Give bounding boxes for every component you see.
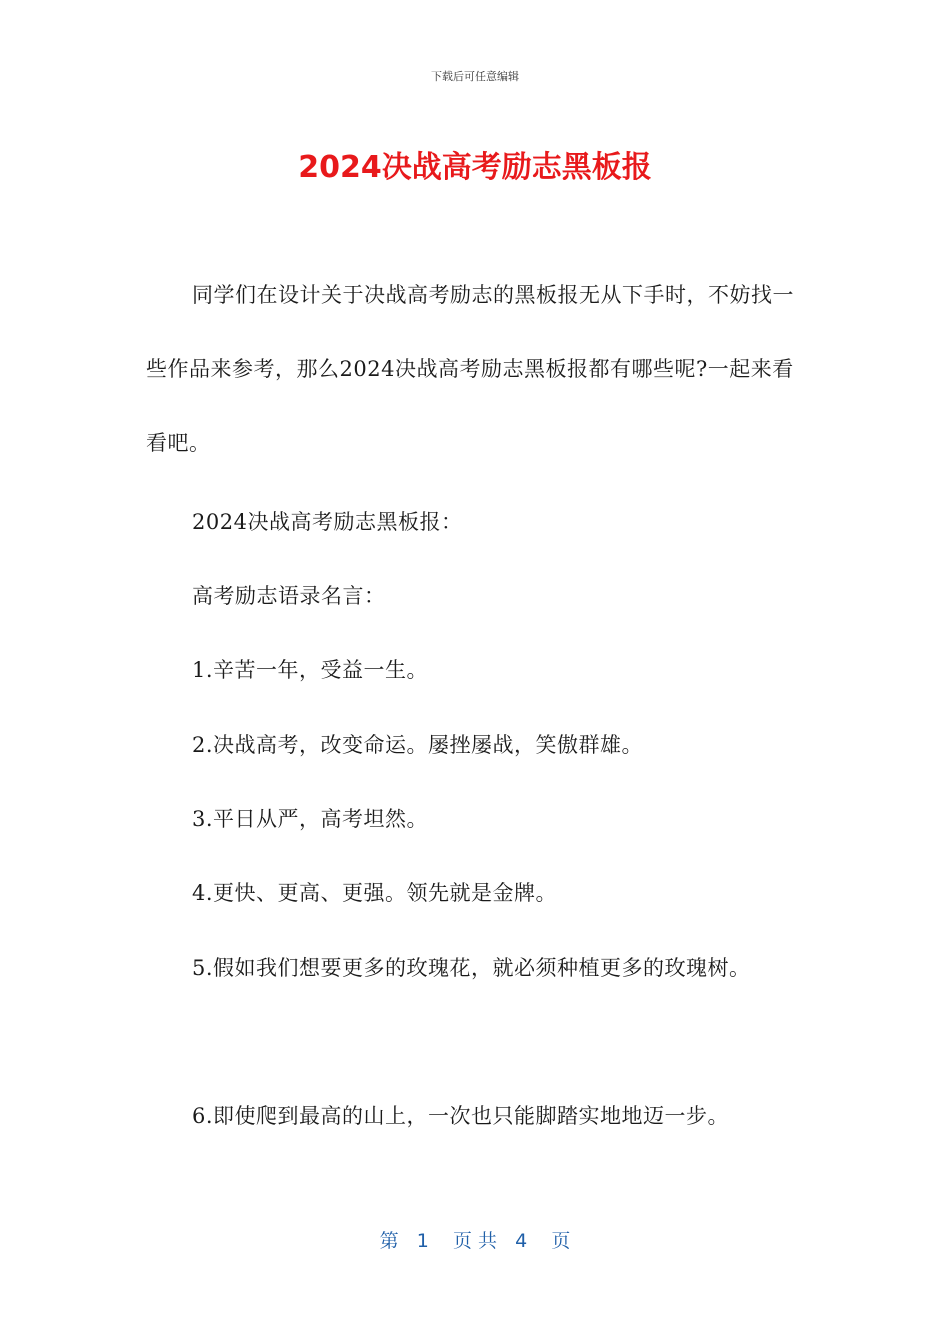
quote-item: 5.假如我们想要更多的玫瑰花，就必须种植更多的玫瑰树。 [192,956,751,980]
intro-paragraph: 同学们在设计关于决战高考励志的黑板报无从下手时，不妨找一些作品来参考，那么2024决战高考励志黑板报都有哪些呢?一起来看看吧。 [146,283,794,455]
section-heading: 2024决战高考励志黑板报： [192,510,463,534]
quote-item: 6.即使爬到最高的山上，一次也只能脚踏实地地迈一步。 [192,1104,730,1128]
header-note: 下载后可任意编辑 [431,70,519,83]
page-footer: 第 1 页 共 4 页 [379,1230,571,1252]
subheading: 高考励志语录名言： [192,584,386,608]
quote-item: 2.决战高考，改变命运。屡挫屡战，笑傲群雄。 [192,733,644,757]
quote-item: 4.更快、更高、更强。领先就是金牌。 [192,881,558,905]
quote-item: 1.辛苦一年，受益一生。 [192,658,429,682]
quote-item: 3.平日从严，高考坦然。 [192,807,429,831]
document-title: 2024决战高考励志黑板报 [298,150,652,185]
